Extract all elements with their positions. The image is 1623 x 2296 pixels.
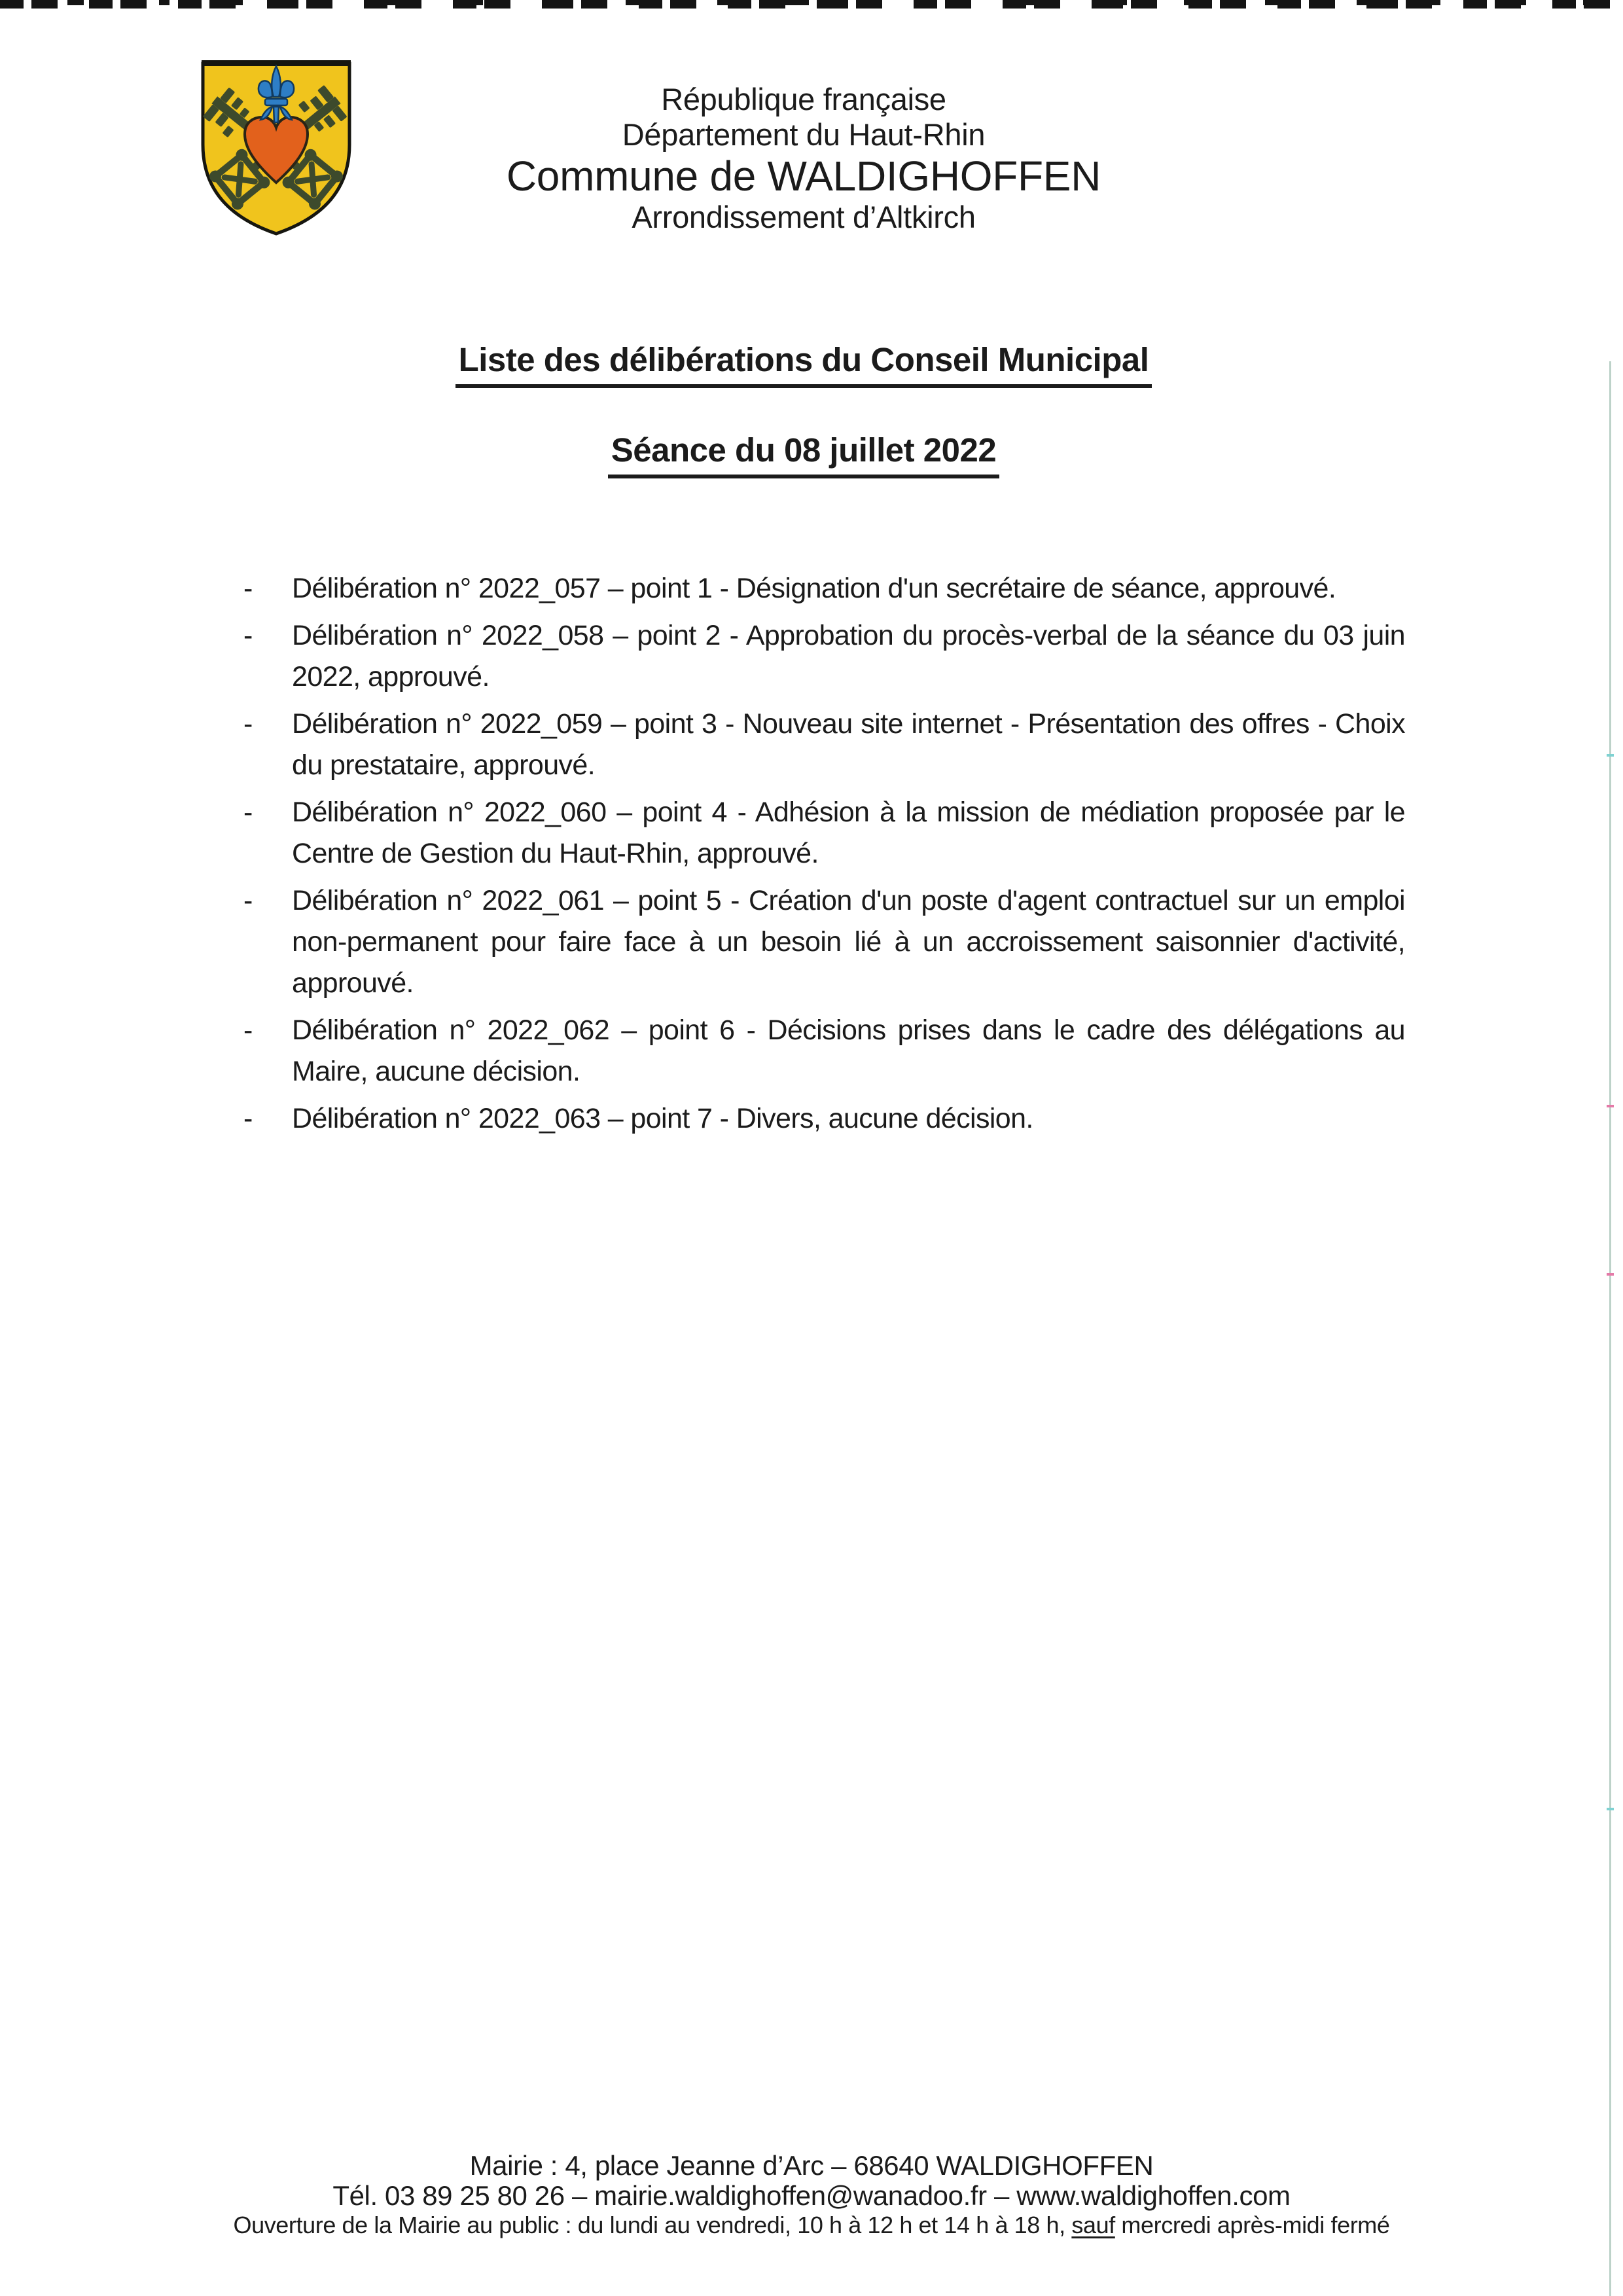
deliberation-text: Délibération n° 2022_062 – point 6 - Décisions prises dans le cadre des délégations au Maire, aucune décision. [292,1014,1405,1087]
deliberation-item [243,1010,1405,1092]
deliberation-text: Délibération n° 2022_061 – point 5 - Création d'un poste d'agent contractuel sur un emploi non-permanent pour faire face à un besoin lié à un accroissement saisonnier d'activité, approuvé. [292,885,1405,999]
bullet-dash: - [243,797,253,828]
deliberation-item [243,1098,1405,1139]
bullet-dash: - [243,885,253,916]
deliberation-item [243,568,1405,609]
departement-line: Département du Haut-Rhin [622,117,986,152]
letterhead [0,82,1615,235]
deliberation-text: Délibération n° 2022_057 – point 1 - Désignation d'un secrétaire de séance, approuvé. [292,573,1336,604]
deliberation-text: Délibération n° 2022_058 – point 2 - Approbation du procès-verbal de la séance du 03 juin 2022, approuvé. [292,620,1405,692]
scan-noise-mark [1607,1105,1614,1107]
deliberations-list [243,568,1405,1145]
page-title: Liste des délibérations du Conseil Municipal [0,340,1615,388]
footer [0,2151,1623,2240]
bullet-dash: - [243,1103,253,1134]
arrondissement-line: Arrondissement d’Altkirch [632,200,976,234]
footer-address: Mairie : 4, place Jeanne d’Arc – 68640 WALDIGHOFFEN [469,2150,1154,2181]
scan-noise-mark [1607,754,1614,757]
bullet-dash: - [243,620,253,651]
footer-contact: Tél. 03 89 25 80 26 – mairie.waldighoffen@wanadoo.fr – www.waldighoffen.com [332,2180,1291,2211]
deliberation-item [243,615,1405,698]
deliberation-text: Délibération n° 2022_063 – point 7 - Divers, aucune décision. [292,1103,1033,1134]
deliberation-item [243,880,1405,1004]
deliberation-text: Délibération n° 2022_060 – point 4 - Adhésion à la mission de médiation proposée par le Centre de Gestion du Haut-Rhin, approuvé. [292,797,1405,869]
bullet-dash: - [243,1014,253,1046]
scan-page-edge-line [1609,361,1611,2296]
footer-hours: Ouverture de la Mairie au public : du lundi au vendredi, 10 h à 12 h et 14 h à 18 h, sauf mercredi après-midi fermé [233,2212,1390,2238]
deliberation-item [243,792,1405,874]
bullet-dash: - [243,573,253,604]
deliberation-item [243,704,1405,786]
bullet-dash: - [243,708,253,740]
commune-line: Commune de WALDIGHOFFEN [506,152,1101,200]
republique-line: République française [661,82,946,117]
page-subtitle: Séance du 08 juillet 2022 [0,431,1615,478]
deliberation-text: Délibération n° 2022_059 – point 3 - Nouveau site internet - Présentation des offres - Choix du prestataire, approuvé. [292,708,1405,781]
scan-noise-mark [1607,1273,1614,1276]
scan-top-artifact [0,0,1623,9]
footer-hours-emphasis: sauf [1071,2212,1115,2238]
scan-noise-mark [1607,1808,1614,1810]
